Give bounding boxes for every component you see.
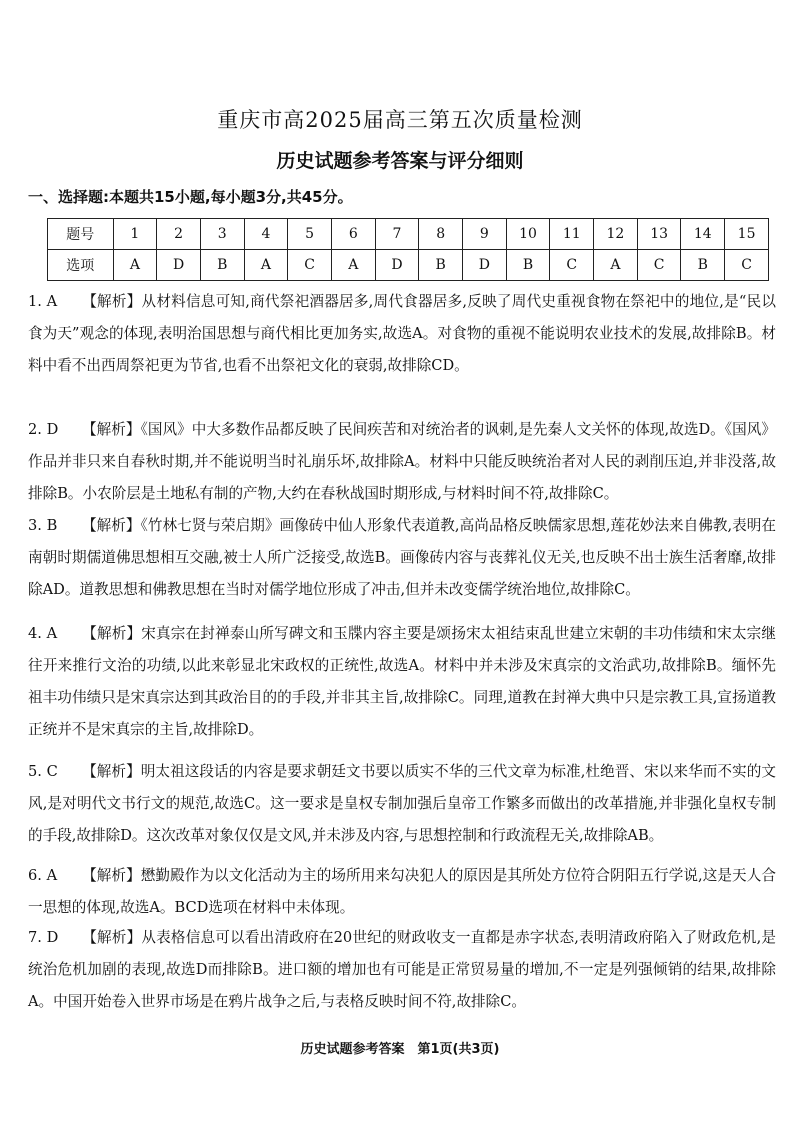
answer-cell: D	[157, 250, 201, 281]
explanation-item	[28, 414, 776, 510]
answer-cell: A	[331, 250, 375, 281]
question-number-cell: 11	[550, 219, 594, 250]
answer-table-number-row	[48, 219, 769, 250]
question-label: 5. C	[28, 763, 58, 780]
explanation-item	[28, 510, 776, 606]
explanation-item	[28, 286, 776, 382]
table-row-label: 题号	[48, 219, 114, 250]
answer-cell: C	[550, 250, 594, 281]
question-label: 6. A	[28, 867, 58, 884]
question-number-cell: 2	[157, 219, 201, 250]
explanation-text: 【解析】从材料信息可知,商代祭祀酒器居多,周代食器居多,反映了周代史重视食物在祭祀中的地位,是“民以食为天”观念的体现,表明治国思想与商代相比更加务实,故选A。对食物的重视不能说明农业技术的发展,故排除B。材料中看不出西周祭祀更为节省,也看不出祭祀文化的衰弱,故排除CD。	[28, 293, 776, 374]
answer-cell: B	[681, 250, 725, 281]
answer-cell: B	[506, 250, 550, 281]
answer-table	[47, 218, 769, 281]
question-number-cell: 4	[244, 219, 288, 250]
explanation-text: 【解析】《国风》中大多数作品都反映了民间疾苦和对统治者的讽刺,是先秦人文关怀的体现,故选D。《国风》作品并非只来自春秋时期,并不能说明当时礼崩乐坏,故排除A。材料中只能反映统治者对人民的剥削压迫,并非没落,故排除B。小农阶层是土地私有制的产物,大约在春秋战国时期形成,与材料时间不符,故排除C。	[28, 421, 776, 502]
answer-cell: A	[594, 250, 638, 281]
section-heading: 一、选择题:本题共15小题,每小题3分,共45分。	[28, 188, 353, 206]
explanation-item	[28, 618, 776, 746]
answer-cell: D	[375, 250, 419, 281]
question-label: 7. D	[28, 929, 59, 946]
explanation-text: 【解析】明太祖这段话的内容是要求朝廷文书要以质实不华的三代文章为标准,杜绝晋、宋以来华而不实的文风,是对明代文书行文的规范,故选C。这一要求是皇权专制加强后皇帝工作繁多而做出的改革措施,并非强化皇权专制的手段,故排除D。这次改革对象仅仅是文风,并未涉及内容,与思想控制和行政流程无关,故排除AB。	[28, 763, 776, 844]
question-number-cell: 9	[463, 219, 507, 250]
page-footer: 历史试题参考答案 第1页(共3页)	[300, 1042, 500, 1057]
question-number-cell: 10	[506, 219, 550, 250]
question-number-cell: 14	[681, 219, 725, 250]
answer-cell: B	[419, 250, 463, 281]
answer-cell: C	[725, 250, 769, 281]
question-number-cell: 3	[200, 219, 244, 250]
explanation-text: 【解析】《竹林七贤与荣启期》画像砖中仙人形象代表道教,高尚品格反映儒家思想,莲花妙法来自佛教,表明在南朝时期儒道佛思想相互交融,被士人所广泛接受,故选B。画像砖内容与丧葬礼仪无关,也反映不出士族生活奢靡,故排除AD。道教思想和佛教思想在当时对儒学地位形成了冲击,但并未改变儒学统治地位,故排除C。	[28, 517, 776, 598]
question-label: 4. A	[28, 625, 58, 642]
answer-cell: C	[288, 250, 332, 281]
answer-cell: B	[200, 250, 244, 281]
explanation-item	[28, 756, 776, 852]
question-number-cell: 13	[637, 219, 681, 250]
question-number-cell: 15	[725, 219, 769, 250]
question-number-cell: 8	[419, 219, 463, 250]
answer-cell: A	[113, 250, 157, 281]
page-title: 重庆市高2025届高三第五次质量检测	[217, 108, 583, 132]
table-row-label: 选项	[48, 250, 114, 281]
explanation-text: 【解析】从表格信息可以看出清政府在20世纪的财政收支一直都是赤字状态,表明清政府陷入了财政危机,是统治危机加剧的表现,故选D而排除B。进口额的增加也有可能是正常贸易量的增加,不一定是列强倾销的结果,故排除A。中国开始卷入世界市场是在鸦片战争之后,与表格反映时间不符,故排除C。	[28, 929, 776, 1010]
explanation-item	[28, 922, 776, 1018]
explanation-text: 【解析】宋真宗在封禅泰山所写碑文和玉牒内容主要是颂扬宋太祖结束乱世建立宋朝的丰功伟绩和宋太宗继往开来推行文治的功绩,以此来彰显北宋政权的正统性,故选A。材料中并未涉及宋真宗的文治武功,故排除B。缅怀先祖丰功伟绩只是宋真宗达到其政治目的的手段,并非其主旨,故排除C。同理,道教在封禅大典中只是宗教工具,宣扬道教正统并不是宋真宗的主旨,故排除D。	[28, 625, 776, 738]
question-number-cell: 7	[375, 219, 419, 250]
answer-cell: A	[244, 250, 288, 281]
question-number-cell: 5	[288, 219, 332, 250]
explanation-text: 【解析】懋勤殿作为以文化活动为主的场所用来勾决犯人的原因是其所处方位符合阴阳五行学说,这是天人合一思想的体现,故选A。BCD选项在材料中未体现。	[28, 867, 776, 916]
answer-table-answer-row	[48, 250, 769, 281]
question-label: 2. D	[28, 421, 59, 438]
question-label: 3. B	[28, 517, 58, 534]
question-number-cell: 6	[331, 219, 375, 250]
question-number-cell: 1	[113, 219, 157, 250]
page-subtitle: 历史试题参考答案与评分细则	[276, 150, 524, 172]
question-label: 1. A	[28, 293, 58, 310]
answer-cell: C	[637, 250, 681, 281]
question-number-cell: 12	[594, 219, 638, 250]
explanation-item	[28, 860, 776, 924]
answer-cell: D	[463, 250, 507, 281]
